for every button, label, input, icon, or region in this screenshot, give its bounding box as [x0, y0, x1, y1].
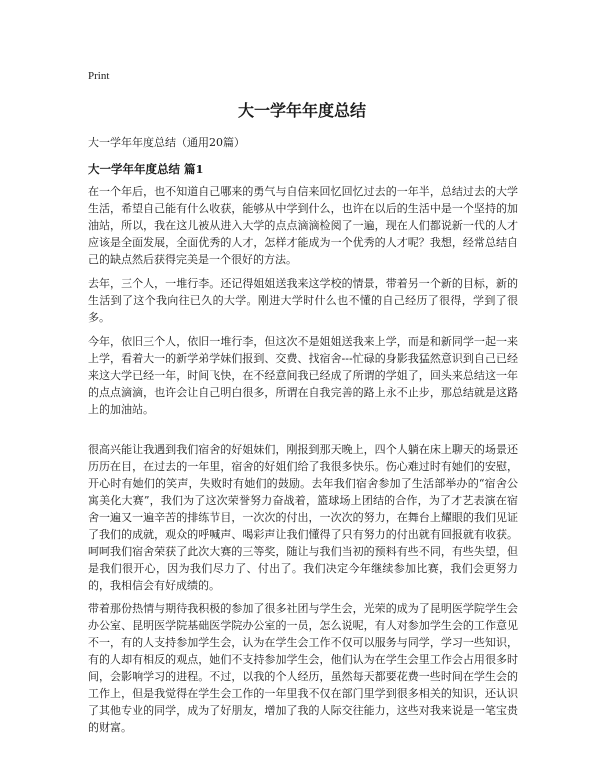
print-link[interactable]: Print [88, 70, 110, 82]
page-title: 大一学年年度总结 [237, 101, 366, 120]
paragraph-3: 今年，依旧三个人，依旧一堆行李，但这次不是姐姐送我来上学，而是和新同学一起一来上学，看着大一的新学弟学妹们报到、交费、找宿舍---忙碌的身影我猛然意识到自己已经来这大学已经一年，时间飞快，在不经意间我已经成了所谓的学姐了，回头来总结这一年的点点滴滴，也许会让自己明白很多，所谓在自我完善的路上永不止步，那总结就是这路上的加油站。 [88, 335, 518, 416]
paragraph-1: 在一个年后，也不知道自己哪来的勇气与自信来回忆回忆过去的一年半，总结过去的大学生活，希望自己能有什么收获，能够从中学到什么，也许在以后的生活中是一个坚持的加油站，所以，我在这儿被从进入大学的点点滴滴检阅了一遍，现在人们都说新一代的人才应该是全面发展，全面优秀的人才，怎样才能成为一个优秀的人才呢？我想，经常总结自己的缺点然后获得完美是一个很好的方法。 [88, 185, 518, 266]
paragraph-5: 带着那份热情与期待我积极的参加了很多社团与学生会，光荣的成为了昆明医学院学生会办公室、昆明医学院基础医学院办公室的一员，怎么说呢，有人对参加学生会的工作意见不一，有的人支持参加学生会，认为在学生会工作不仅可以服务与同学，学习一些知识，有的人却有相反的观点，她们不支持参加学生会，他们认为在学生会里工作会占用很多时间，会影响学习的进程。不过，以我的个人经历，虽然每天都要花费一些时间在学生会的工作上，但是我觉得在学生会工作的一年里我不仅在部门里学到很多相关的知识，还认识了其他专业的同学，成为了好朋友，增加了我的人际交往能力，这些对我来说是一笔宝贵的财富。 [88, 602, 518, 734]
paragraph-4: 很高兴能让我遇到我们宿舍的好姐妹们，刚报到那天晚上，四个人躺在床上聊天的场景还历历在目，在过去的一年里，宿舍的好姐们给了我很多快乐。伤心难过时有她们的安慰，开心时有她们的笑声，失败时有她们的鼓励。去年我们宿舍参加了生活部举办的“宿舍公寓美化大赛”，我们为了这次荣誉努力奋战着，篮球场上团结的合作，为了才艺表演在宿舍一遍又一遍辛苦的排练节目，一次次的付出，一次次的努力，在舞台上耀眼的我们见证了我们的成就，观众的呼喊声、喝彩声让我们懂得了只有努力的付出就有回报就有收获。呵呵我们宿舍荣获了此次大赛的三等奖，随让与我们当初的预料有些不同，有些失望，但是我们很开心，因为我们尽力了、付出了。我们决定今年继续参加比赛，我们会更努力的，我相信会有好成绩的。 [88, 443, 518, 592]
paragraph-2: 去年，三个人，一堆行李。还记得姐姐送我来这学校的情景，带着另一个新的目标，新的生活到了这个我向往已久的大学。刚进大学时什么也不懂的自己经历了很得，学到了很多。 [88, 277, 518, 324]
section-heading: 大一学年年度总结 篇1 [88, 162, 204, 176]
document-subtitle: 大一学年年度总结（通用20篇） [88, 136, 245, 149]
